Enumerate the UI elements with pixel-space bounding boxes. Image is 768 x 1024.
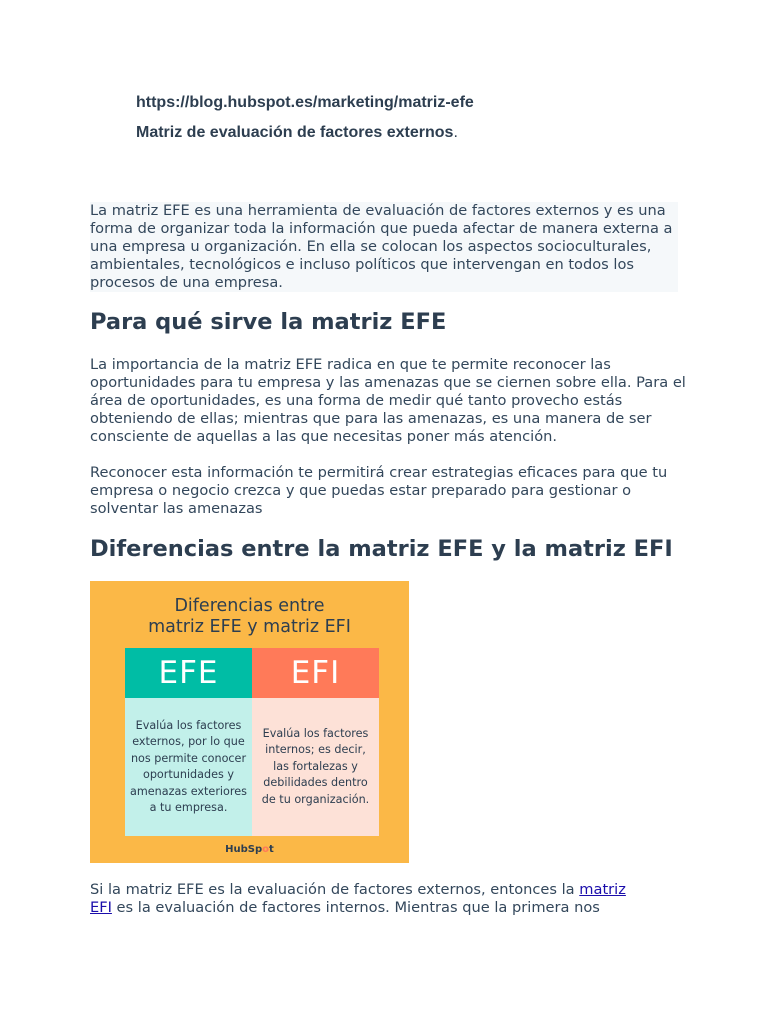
efe-description-text: Evalúa los factores externos, por lo que nos permite conocer oportunidades y amenazas exteriores a tu empresa. <box>130 718 247 814</box>
paragraph-end: es la evaluación de factores internos. Mientras que la primera nos <box>111 899 600 916</box>
paragraph-si-la-matriz <box>90 881 670 917</box>
efe-description <box>125 698 252 836</box>
source-url[interactable]: https://blog.hubspot.es/marketing/matriz-efe <box>136 94 474 111</box>
document-subtitle <box>136 124 458 142</box>
infographic-title <box>90 596 409 638</box>
subtitle-text: Matriz de evaluación de factores externos <box>136 124 454 141</box>
intro-paragraph: La matriz EFE es una herramienta de evaluación de factores externos y es una forma de organizar toda la información que pueda afectar de manera externa a una empresa u organización. En ella se colocan los aspectos socioculturales, ambientales, tecnológicos e incluso políticos que intervengan en todos los procesos de una empresa. <box>90 202 678 292</box>
infographic-title-line2: matriz EFE y matriz EFI <box>148 617 351 637</box>
comparison-infographic <box>90 581 409 863</box>
efi-description <box>252 698 379 836</box>
heading-diferencias: Diferencias entre la matriz EFE y la matriz EFI <box>90 536 673 562</box>
hubspot-logo: HubSpot <box>225 844 274 855</box>
subtitle-period: . <box>453 124 458 141</box>
heading-para-que-sirve: Para qué sirve la matriz EFE <box>90 309 447 335</box>
infographic-title-line1: Diferencias entre <box>174 596 325 616</box>
efi-description-text: Evalúa los factores internos; es decir, las fortalezas y debilidades dentro de tu organización. <box>261 726 370 806</box>
paragraph-reconocer: Reconocer esta información te permitirá crear estrategias eficaces para que tu empresa o negocio crezca y que puedas estar preparado para gestionar o solventar las amenazas <box>90 464 668 517</box>
efe-header: EFE <box>125 648 252 698</box>
matriz-efi-link[interactable]: matriz EFI <box>90 881 626 916</box>
paragraph-start: Si la matriz EFE es la evaluación de factores externos, entonces la <box>90 881 580 898</box>
paragraph-importancia: La importancia de la matriz EFE radica en que te permite reconocer las oportunidades para tu empresa y las amenazas que se ciernen sobre ella. Para el área de oportunidades, es una forma de medir qué tanto provecho estás obteniendo de ellas; mientras que para las amenazas, es una manera de ser consciente de aquellas a las que necesitas poner más atención. <box>90 356 686 445</box>
efi-header: EFI <box>252 648 379 698</box>
